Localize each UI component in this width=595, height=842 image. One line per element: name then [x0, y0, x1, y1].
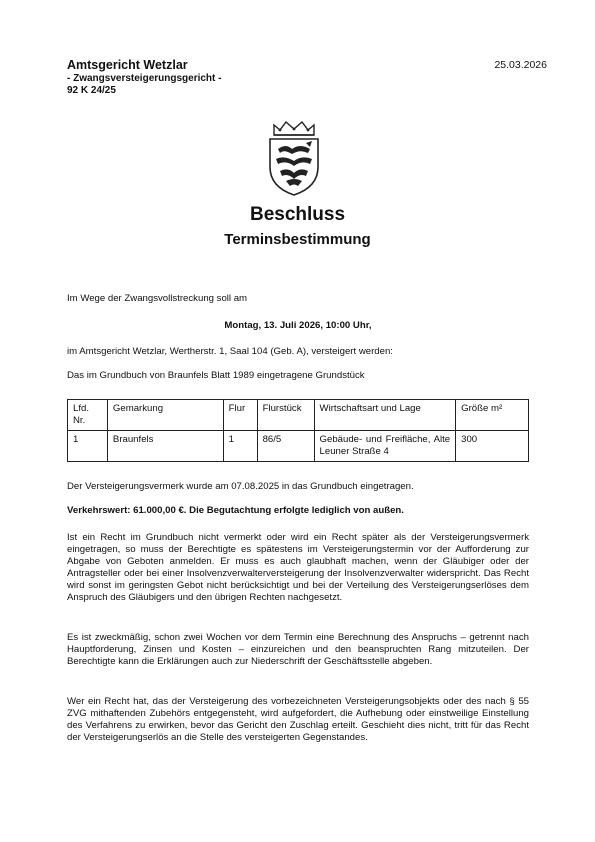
page-title: Beschluss	[249, 204, 346, 225]
property-intro: Das im Grundbuch von Braunfels Blatt 1989 eingetragene Grundstück	[67, 370, 365, 381]
table-cell: 1	[223, 431, 257, 462]
table-cell: 300	[456, 431, 529, 462]
appointment-date: Montag, 13. Juli 2026, 10:00 Uhr,	[224, 320, 372, 331]
table-row	[68, 431, 529, 462]
hessen-coat-of-arms-icon	[262, 119, 326, 197]
court-header	[67, 58, 221, 97]
table-header: Flurstück	[257, 400, 314, 431]
property-table	[67, 399, 529, 462]
paragraph-berechnung: Es ist zweckmäßig, schon zwei Wochen vor dem Termin eine Berechnung des Anspruchs – getrennt nach Hauptforderung, Zinsen und Kosten – einzureichen und den beanspruchten Rang mitzuteilen. Der Berechtigte kann die Erklärungen auch zur Niederschrift der Geschäftsstelle abgeben.	[67, 632, 529, 667]
court-department: - Zwangsversteigerungsgericht -	[67, 73, 222, 84]
table-header: Gemarkung	[107, 400, 223, 431]
court-name: Amtsgericht Wetzlar	[67, 58, 188, 72]
table-cell: Braunfels	[107, 431, 223, 462]
vermerk-text: Der Versteigerungsvermerk wurde am 07.08.2025 in das Grundbuch eingetragen.	[67, 481, 414, 492]
paragraph-widerspruch: Wer ein Recht hat, das der Versteigerung des vorbezeichneten Versteigerungsobjekts oder des nach § 55 ZVG mithaftenden Zubehörs entgegensteht, wird aufgefordert, die Aufhebung oder einstweilige Einstellung des Verfahrens zu erwirken, bevor das Gericht den Zuschlag erteilt. Geschieht dies nicht, tritt für das Recht der Versteigerungserlös an die Stelle des versteigerten Gegenstandes.	[67, 696, 529, 743]
file-number: 92 K 24/25	[67, 85, 116, 96]
document-date: 25.03.2026	[494, 59, 547, 71]
verkehrswert-text: Verkehrswert: 61.000,00 €. Die Begutachtung erfolgte lediglich von außen.	[67, 505, 404, 516]
table-header: Lfd. Nr.	[68, 400, 108, 431]
table-header: Flur	[223, 400, 257, 431]
table-cell: 1	[68, 431, 108, 462]
intro-text: Im Wege der Zwangsvollstreckung soll am	[67, 293, 248, 304]
page-subtitle: Terminsbestimmung	[224, 231, 371, 248]
table-header: Wirtschaftsart und Lage	[314, 400, 456, 431]
paragraph-anmeldung: Ist ein Recht im Grundbuch nicht vermerkt oder wird ein Recht später als der Versteigerungsvermerk eingetragen, so muss der Berechtigte es spätestens im Versteigerungstermin vor der Aufforderung zur Abgabe von Geboten anmelden. Er muss es auch glaubhaft machen, wenn der Gläubiger oder der Antragsteller oder bei einer Insolvenzverwalterversteigerung der Insolvenzverwalter widerspricht. Das Recht wird sonst im geringsten Gebot nicht berücksichtigt und bei der Verteilung des Versteigerungserlöses dem Anspruch des Gläubigers und den übrigen Rechten nachgesetzt.	[67, 532, 529, 603]
table-cell: 86/5	[257, 431, 314, 462]
table-cell: Gebäude- und Freifläche, Alte Leuner Straße 4	[314, 431, 456, 462]
table-header: Größe m²	[456, 400, 529, 431]
location-text: im Amtsgericht Wetzlar, Wertherstr. 1, Saal 104 (Geb. A), versteigert werden:	[67, 346, 393, 357]
table-header-row	[68, 400, 529, 431]
